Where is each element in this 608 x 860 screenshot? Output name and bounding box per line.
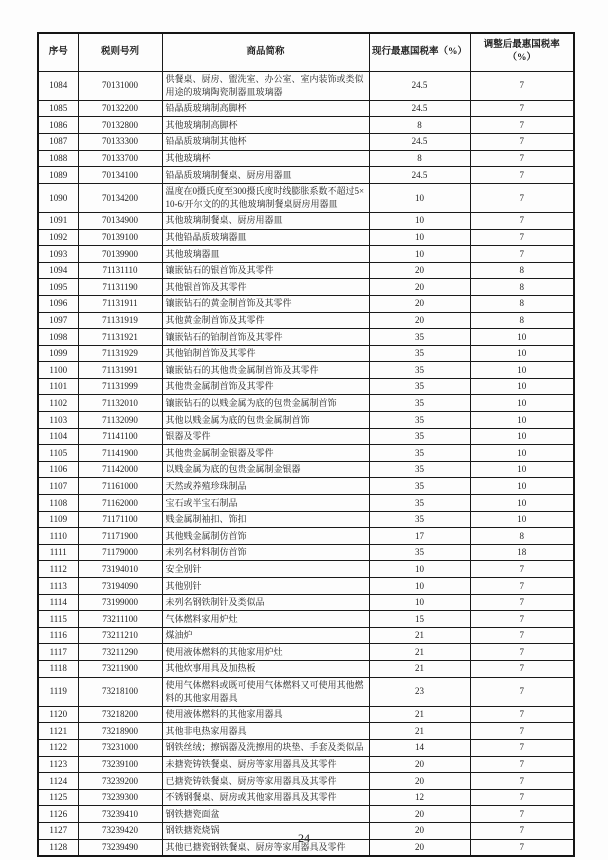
table-row (38, 528, 574, 545)
tariff-code-cell: 73239490 (78, 839, 162, 856)
product-name-cell: 未搪瓷铸铁餐桌、厨房等家用器具及其零件 (162, 756, 369, 773)
table-row (38, 756, 574, 773)
adjusted-rate-cell: 10 (470, 329, 574, 346)
tariff-code-cell: 71141900 (78, 445, 162, 462)
tariff-code-cell: 70133300 (78, 133, 162, 150)
serial-cell: 1116 (38, 627, 78, 644)
product-name-cell: 其他黄金制首饰及其零件 (162, 312, 369, 329)
table-row (38, 461, 574, 478)
current-rate-cell: 10 (369, 229, 470, 246)
page-number: 24 (298, 831, 310, 845)
serial-cell: 1112 (38, 561, 78, 578)
product-name-cell: 温度在0摄氏度至300摄氏度时线膨胀系数不超过5×10-6/开尔文的的其他玻璃制餐桌厨房用器皿 (162, 183, 369, 212)
tariff-code-cell: 73211100 (78, 611, 162, 628)
current-rate-cell: 17 (369, 528, 470, 545)
product-name-cell: 其他贵金属制金银器及零件 (162, 445, 369, 462)
table-row (38, 706, 574, 723)
adjusted-rate-cell: 7 (470, 677, 574, 706)
adjusted-rate-cell: 10 (470, 362, 574, 379)
current-rate-cell: 12 (369, 789, 470, 806)
serial-cell: 1087 (38, 133, 78, 150)
serial-cell: 1128 (38, 839, 78, 856)
current-rate-cell: 35 (369, 345, 470, 362)
adjusted-rate-cell: 7 (470, 739, 574, 756)
product-name-cell: 使用液体燃料的其他家用器具 (162, 706, 369, 723)
adjusted-rate-cell: 7 (470, 578, 574, 595)
tariff-code-cell: 71131999 (78, 378, 162, 395)
table-body (38, 71, 574, 856)
product-name-cell: 其他玻璃杯 (162, 150, 369, 167)
current-rate-cell: 21 (369, 644, 470, 661)
product-name-cell: 其他已搪瓷钢铁餐桌、厨房等家用器具及零件 (162, 839, 369, 856)
product-name-cell: 钢铁搪瓷面盆 (162, 806, 369, 823)
product-name-cell: 镶嵌钻石的以贱金属为底的包贵金属制首饰 (162, 395, 369, 412)
tariff-code-cell: 71131929 (78, 345, 162, 362)
adjusted-rate-cell: 7 (470, 723, 574, 740)
serial-cell: 1094 (38, 262, 78, 279)
current-rate-cell: 35 (369, 395, 470, 412)
product-name-cell: 其他别针 (162, 578, 369, 595)
table-header-row (38, 33, 574, 71)
current-rate-cell: 35 (369, 428, 470, 445)
serial-cell: 1115 (38, 611, 78, 628)
tariff-code-cell: 73239420 (78, 822, 162, 839)
serial-cell: 1104 (38, 428, 78, 445)
product-name-cell: 镶嵌钻石的铂制首饰及其零件 (162, 329, 369, 346)
current-rate-cell: 10 (369, 183, 470, 212)
adjusted-rate-cell: 10 (470, 478, 574, 495)
tariff-code-cell: 73218200 (78, 706, 162, 723)
tariff-code-cell: 70139100 (78, 229, 162, 246)
product-name-cell: 煤油炉 (162, 627, 369, 644)
current-rate-cell: 24.5 (369, 133, 470, 150)
header-product-name: 商品简称 (162, 33, 369, 71)
tariff-code-cell: 73239410 (78, 806, 162, 823)
tariff-code-cell: 71131110 (78, 262, 162, 279)
product-name-cell: 铅晶质玻璃制其他杯 (162, 133, 369, 150)
product-name-cell: 钢铁丝绒；擦锅器及洗擦用的块垫、手套及类似品 (162, 739, 369, 756)
adjusted-rate-cell: 10 (470, 511, 574, 528)
adjusted-rate-cell: 7 (470, 789, 574, 806)
tariff-rate-table (37, 32, 575, 857)
tariff-code-cell: 71162000 (78, 495, 162, 512)
table-row (38, 677, 574, 706)
tariff-code-cell: 73239300 (78, 789, 162, 806)
tariff-code-cell: 71161000 (78, 478, 162, 495)
product-name-cell: 其他以贱金属为底的包贵金属制首饰 (162, 412, 369, 429)
adjusted-rate-cell: 8 (470, 528, 574, 545)
table-row (38, 511, 574, 528)
table-row (38, 212, 574, 229)
tariff-code-cell: 73194010 (78, 561, 162, 578)
adjusted-rate-cell: 10 (470, 345, 574, 362)
serial-cell: 1100 (38, 362, 78, 379)
adjusted-rate-cell: 7 (470, 806, 574, 823)
tariff-code-cell: 70131000 (78, 71, 162, 100)
serial-cell: 1110 (38, 528, 78, 545)
product-name-cell: 使用液体燃料的其他家用炉灶 (162, 644, 369, 661)
table-row (38, 495, 574, 512)
tariff-code-cell: 73199000 (78, 594, 162, 611)
table-row (38, 345, 574, 362)
serial-cell: 1101 (38, 378, 78, 395)
table-row (38, 789, 574, 806)
table-row (38, 627, 574, 644)
product-name-cell: 以贱金属为底的包贵金属制金银器 (162, 461, 369, 478)
tariff-code-cell: 73239200 (78, 773, 162, 790)
product-name-cell: 未列名钢铁制针及类似品 (162, 594, 369, 611)
current-rate-cell: 20 (369, 839, 470, 856)
current-rate-cell: 21 (369, 723, 470, 740)
tariff-code-cell: 73218100 (78, 677, 162, 706)
serial-cell: 1111 (38, 544, 78, 561)
tariff-code-cell: 70134900 (78, 212, 162, 229)
tariff-code-cell: 71171100 (78, 511, 162, 528)
serial-cell: 1093 (38, 246, 78, 263)
header-serial-number: 序号 (38, 33, 78, 71)
serial-cell: 1096 (38, 295, 78, 312)
table-row (38, 561, 574, 578)
product-name-cell: 其他玻璃制高脚杯 (162, 117, 369, 134)
serial-cell: 1103 (38, 412, 78, 429)
current-rate-cell: 8 (369, 150, 470, 167)
current-rate-cell: 20 (369, 756, 470, 773)
table-row (38, 167, 574, 184)
table-row (38, 246, 574, 263)
product-name-cell: 其他铂制首饰及其零件 (162, 345, 369, 362)
current-rate-cell: 14 (369, 739, 470, 756)
adjusted-rate-cell: 7 (470, 100, 574, 117)
adjusted-rate-cell: 7 (470, 117, 574, 134)
adjusted-rate-cell: 7 (470, 773, 574, 790)
product-name-cell: 其他玻璃器皿 (162, 246, 369, 263)
adjusted-rate-cell: 7 (470, 150, 574, 167)
current-rate-cell: 20 (369, 279, 470, 296)
table-row (38, 71, 574, 100)
product-name-cell: 其他玻璃制餐桌、厨房用器皿 (162, 212, 369, 229)
adjusted-rate-cell: 7 (470, 71, 574, 100)
adjusted-rate-cell: 10 (470, 395, 574, 412)
tariff-code-cell: 73194090 (78, 578, 162, 595)
product-name-cell: 银器及零件 (162, 428, 369, 445)
product-name-cell: 不锈钢餐桌、厨房或其他家用器具及其零件 (162, 789, 369, 806)
product-name-cell: 未列名材料制仿首饰 (162, 544, 369, 561)
adjusted-rate-cell: 7 (470, 756, 574, 773)
current-rate-cell: 35 (369, 412, 470, 429)
current-rate-cell: 8 (369, 117, 470, 134)
tariff-code-cell: 70132800 (78, 117, 162, 134)
table-row (38, 412, 574, 429)
table-row (38, 378, 574, 395)
serial-cell: 1123 (38, 756, 78, 773)
header-adjusted-mfn-rate: 调整后最惠国税率（%） (470, 33, 574, 71)
current-rate-cell: 20 (369, 773, 470, 790)
header-current-mfn-rate: 现行最惠国税率（%） (369, 33, 470, 71)
serial-cell: 1125 (38, 789, 78, 806)
current-rate-cell: 21 (369, 660, 470, 677)
adjusted-rate-cell: 7 (470, 183, 574, 212)
table-row (38, 739, 574, 756)
current-rate-cell: 20 (369, 262, 470, 279)
tariff-code-cell: 73239100 (78, 756, 162, 773)
adjusted-rate-cell: 8 (470, 279, 574, 296)
product-name-cell: 镶嵌钻石的其他贵金属制首饰及其零件 (162, 362, 369, 379)
current-rate-cell: 35 (369, 461, 470, 478)
adjusted-rate-cell: 7 (470, 594, 574, 611)
serial-cell: 1124 (38, 773, 78, 790)
table-row (38, 611, 574, 628)
current-rate-cell: 35 (369, 544, 470, 561)
current-rate-cell: 20 (369, 312, 470, 329)
product-name-cell: 其他铅晶质玻璃器皿 (162, 229, 369, 246)
table-row (38, 806, 574, 823)
current-rate-cell: 35 (369, 478, 470, 495)
current-rate-cell: 21 (369, 627, 470, 644)
product-name-cell: 铅晶质玻璃制餐桌、厨房用器皿 (162, 167, 369, 184)
tariff-code-cell: 70139900 (78, 246, 162, 263)
table-row (38, 100, 574, 117)
adjusted-rate-cell: 10 (470, 412, 574, 429)
header-tariff-code: 税则号列 (78, 33, 162, 71)
table-row (38, 773, 574, 790)
tariff-code-cell: 71179000 (78, 544, 162, 561)
current-rate-cell: 10 (369, 578, 470, 595)
table-row (38, 262, 574, 279)
table-row (38, 279, 574, 296)
adjusted-rate-cell: 7 (470, 822, 574, 839)
table-row (38, 478, 574, 495)
tariff-code-cell: 71131911 (78, 295, 162, 312)
serial-cell: 1098 (38, 329, 78, 346)
tariff-code-cell: 71131991 (78, 362, 162, 379)
serial-cell: 1091 (38, 212, 78, 229)
product-name-cell: 其他贱金属制仿首饰 (162, 528, 369, 545)
serial-cell: 1118 (38, 660, 78, 677)
table-row (38, 150, 574, 167)
tariff-code-cell: 73218900 (78, 723, 162, 740)
adjusted-rate-cell: 7 (470, 706, 574, 723)
current-rate-cell: 10 (369, 212, 470, 229)
tariff-code-cell: 70134100 (78, 167, 162, 184)
serial-cell: 1114 (38, 594, 78, 611)
table-row (38, 229, 574, 246)
serial-cell: 1090 (38, 183, 78, 212)
product-name-cell: 钢铁搪瓷烧锅 (162, 822, 369, 839)
adjusted-rate-cell: 7 (470, 246, 574, 263)
table-row (38, 329, 574, 346)
tariff-code-cell: 71131921 (78, 329, 162, 346)
adjusted-rate-cell: 10 (470, 428, 574, 445)
adjusted-rate-cell: 7 (470, 167, 574, 184)
adjusted-rate-cell: 8 (470, 262, 574, 279)
tariff-code-cell: 73211900 (78, 660, 162, 677)
table-row (38, 644, 574, 661)
adjusted-rate-cell: 7 (470, 644, 574, 661)
current-rate-cell: 35 (369, 445, 470, 462)
current-rate-cell: 35 (369, 495, 470, 512)
adjusted-rate-cell: 7 (470, 660, 574, 677)
tariff-code-cell: 71131190 (78, 279, 162, 296)
tariff-code-cell: 71132010 (78, 395, 162, 412)
current-rate-cell: 23 (369, 677, 470, 706)
table-row (38, 723, 574, 740)
table-row (38, 312, 574, 329)
serial-cell: 1127 (38, 822, 78, 839)
table-row (38, 428, 574, 445)
serial-cell: 1089 (38, 167, 78, 184)
adjusted-rate-cell: 10 (470, 495, 574, 512)
product-name-cell: 安全别针 (162, 561, 369, 578)
table-row (38, 133, 574, 150)
serial-cell: 1086 (38, 117, 78, 134)
table-header (38, 33, 574, 71)
table-row (38, 594, 574, 611)
tariff-code-cell: 71141100 (78, 428, 162, 445)
adjusted-rate-cell: 8 (470, 295, 574, 312)
table-row (38, 295, 574, 312)
adjusted-rate-cell: 7 (470, 212, 574, 229)
current-rate-cell: 21 (369, 706, 470, 723)
adjusted-rate-cell: 18 (470, 544, 574, 561)
tariff-code-cell: 71171900 (78, 528, 162, 545)
table-row (38, 660, 574, 677)
current-rate-cell: 10 (369, 594, 470, 611)
table-row (38, 544, 574, 561)
product-name-cell: 镶嵌钻石的银首饰及其零件 (162, 262, 369, 279)
product-name-cell: 其他炊事用具及加热板 (162, 660, 369, 677)
current-rate-cell: 24.5 (369, 100, 470, 117)
current-rate-cell: 24.5 (369, 167, 470, 184)
serial-cell: 1122 (38, 739, 78, 756)
serial-cell: 1099 (38, 345, 78, 362)
adjusted-rate-cell: 7 (470, 839, 574, 856)
serial-cell: 1088 (38, 150, 78, 167)
product-name-cell: 其他贵金属制首饰及其零件 (162, 378, 369, 395)
product-name-cell: 已搪瓷铸铁餐桌、厨房等家用器具及其零件 (162, 773, 369, 790)
serial-cell: 1126 (38, 806, 78, 823)
product-name-cell: 天然或养殖珍珠制品 (162, 478, 369, 495)
current-rate-cell: 35 (369, 362, 470, 379)
serial-cell: 1105 (38, 445, 78, 462)
tariff-code-cell: 71142000 (78, 461, 162, 478)
current-rate-cell: 35 (369, 329, 470, 346)
product-name-cell: 贱金属制袖扣、饰扣 (162, 511, 369, 528)
serial-cell: 1120 (38, 706, 78, 723)
product-name-cell: 镶嵌钻石的黄金制首饰及其零件 (162, 295, 369, 312)
table-row (38, 117, 574, 134)
tariff-code-cell: 73231000 (78, 739, 162, 756)
current-rate-cell: 35 (369, 378, 470, 395)
current-rate-cell: 15 (369, 611, 470, 628)
product-name-cell: 使用气体燃料或既可使用气体燃料又可使用其他燃料的其他家用器具 (162, 677, 369, 706)
tariff-code-cell: 70133700 (78, 150, 162, 167)
serial-cell: 1113 (38, 578, 78, 595)
serial-cell: 1109 (38, 511, 78, 528)
serial-cell: 1108 (38, 495, 78, 512)
table-row (38, 362, 574, 379)
serial-cell: 1102 (38, 395, 78, 412)
serial-cell: 1106 (38, 461, 78, 478)
tariff-code-cell: 71132090 (78, 412, 162, 429)
serial-cell: 1092 (38, 229, 78, 246)
adjusted-rate-cell: 7 (470, 627, 574, 644)
serial-cell: 1117 (38, 644, 78, 661)
product-name-cell: 其他非电热家用器具 (162, 723, 369, 740)
product-name-cell: 气体燃料家用炉灶 (162, 611, 369, 628)
serial-cell: 1107 (38, 478, 78, 495)
tariff-code-cell: 73211290 (78, 644, 162, 661)
adjusted-rate-cell: 10 (470, 445, 574, 462)
serial-cell: 1121 (38, 723, 78, 740)
product-name-cell: 供餐桌、厨房、盥洗室、办公室、室内装饰或类似用途的玻璃陶瓷制器皿玻璃器 (162, 71, 369, 100)
current-rate-cell: 10 (369, 561, 470, 578)
serial-cell: 1084 (38, 71, 78, 100)
tariff-code-cell: 73211210 (78, 627, 162, 644)
table-row (38, 578, 574, 595)
product-name-cell: 宝石或半宝石制品 (162, 495, 369, 512)
current-rate-cell: 20 (369, 822, 470, 839)
tariff-code-cell: 71131919 (78, 312, 162, 329)
serial-cell: 1095 (38, 279, 78, 296)
current-rate-cell: 20 (369, 806, 470, 823)
current-rate-cell: 35 (369, 511, 470, 528)
adjusted-rate-cell: 7 (470, 229, 574, 246)
current-rate-cell: 10 (369, 246, 470, 263)
tariff-code-cell: 70132200 (78, 100, 162, 117)
table-row (38, 183, 574, 212)
adjusted-rate-cell: 7 (470, 611, 574, 628)
adjusted-rate-cell: 8 (470, 312, 574, 329)
adjusted-rate-cell: 10 (470, 378, 574, 395)
product-name-cell: 铅晶质玻璃制高脚杯 (162, 100, 369, 117)
product-name-cell: 其他银首饰及其零件 (162, 279, 369, 296)
current-rate-cell: 24.5 (369, 71, 470, 100)
current-rate-cell: 20 (369, 295, 470, 312)
serial-cell: 1119 (38, 677, 78, 706)
tariff-code-cell: 70134200 (78, 183, 162, 212)
table-row (38, 395, 574, 412)
adjusted-rate-cell: 10 (470, 461, 574, 478)
serial-cell: 1085 (38, 100, 78, 117)
table-row (38, 445, 574, 462)
serial-cell: 1097 (38, 312, 78, 329)
adjusted-rate-cell: 7 (470, 561, 574, 578)
adjusted-rate-cell: 7 (470, 133, 574, 150)
